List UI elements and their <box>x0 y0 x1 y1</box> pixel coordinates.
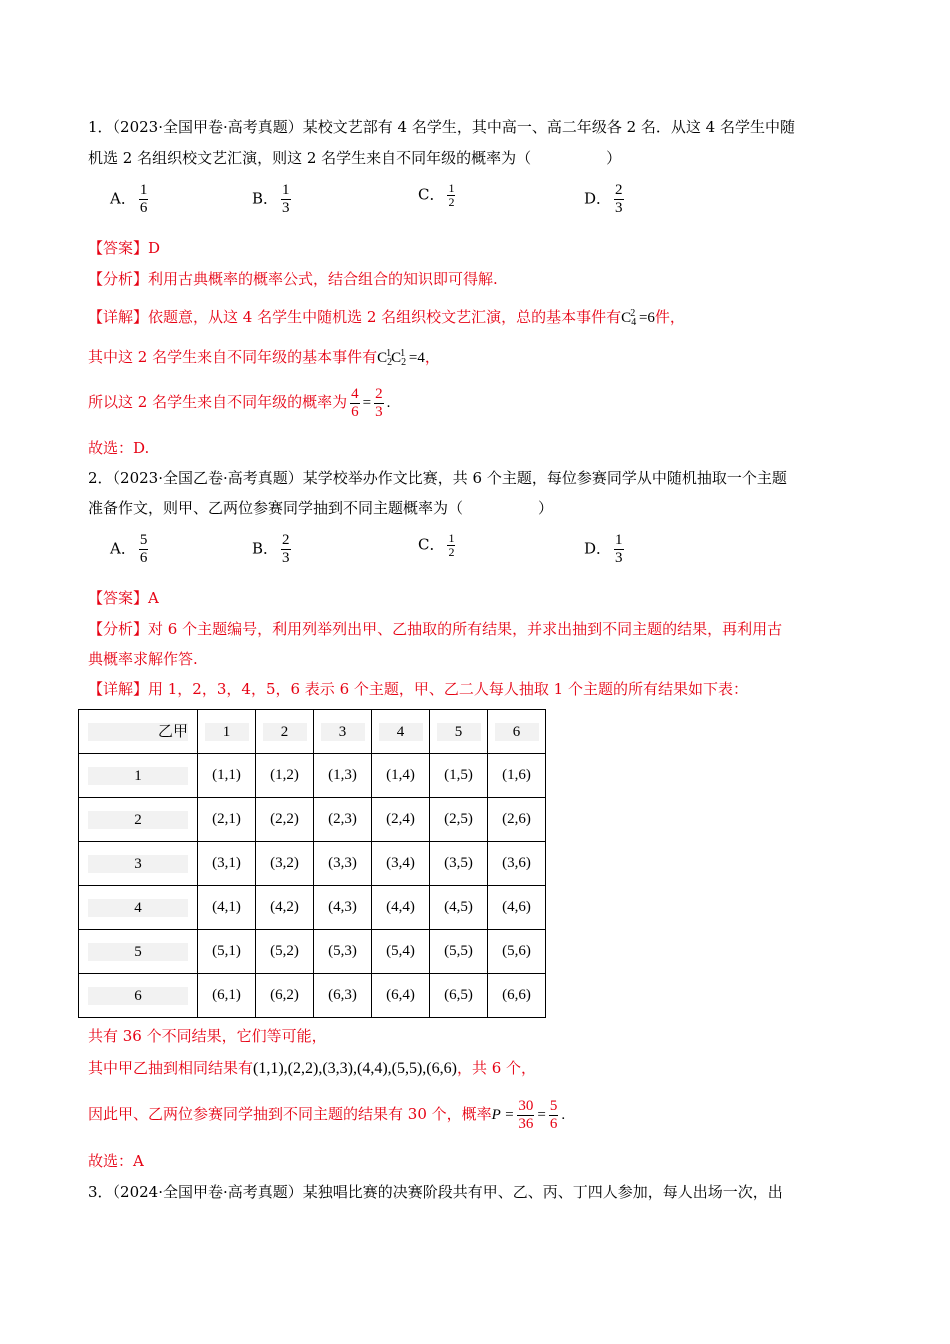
table-cell: (5,4) <box>372 930 430 974</box>
option-label: C． <box>418 185 445 204</box>
table-cell: (4,4) <box>372 886 430 930</box>
col-header <box>256 710 314 754</box>
table-cell: (3,3) <box>314 842 372 886</box>
table-header-row <box>79 710 546 754</box>
col-header <box>430 710 488 754</box>
table-cell: (6,1) <box>198 974 256 1018</box>
col-header-label: 2 <box>263 723 307 741</box>
math-c: C <box>377 350 388 366</box>
table-cell: (3,5) <box>430 842 488 886</box>
table-cell: (6,4) <box>372 974 430 1018</box>
table-cell: (4,1) <box>198 886 256 930</box>
detail-text: 因此甲、乙两位参赛同学抽到不同主题的结果有 30 个，概率 <box>88 1105 492 1123</box>
detail-text: 【详解】依题意，从这 4 名学生中随机选 2 名组织校文艺汇演，总的基本事件有 <box>88 308 622 326</box>
table-cell: (2,4) <box>372 798 430 842</box>
option-label: A． <box>110 189 136 208</box>
detail-text: 其中甲乙抽到相同结果有 <box>88 1059 254 1077</box>
outcome-table <box>78 709 546 1018</box>
math-sub: 4 <box>631 317 637 328</box>
frac-den: 3 <box>615 550 623 566</box>
q2-analysis-line1: 【分析】对 6 个主题编号，利用列举列出甲、乙抽取的所有结果，并求出抽到不同主题的结果，再利用古 <box>88 620 783 638</box>
frac-num: 30 <box>518 1097 534 1114</box>
table-cell: (2,2) <box>256 798 314 842</box>
frac-den: 2 <box>448 195 455 209</box>
row-header <box>79 754 198 798</box>
q1-stem-line2: 机选 2 名组织校文艺汇演，则这 2 名学生来自不同年级的概率为（ ） <box>88 149 622 167</box>
frac-num: 1 <box>615 532 623 548</box>
q1-option-c[interactable] <box>418 182 458 209</box>
col-header-label: 6 <box>495 723 539 741</box>
detail-text: 所以这 2 名学生来自不同年级的概率为 <box>88 393 348 411</box>
q1-conclusion: 故选：D. <box>88 439 150 457</box>
table-cell: (1,2) <box>256 754 314 798</box>
frac-den: 3 <box>615 200 623 216</box>
table-cell: (5,2) <box>256 930 314 974</box>
q1-detail-line3 <box>88 382 390 423</box>
math-eq: =4 <box>408 350 425 366</box>
table-cell: (1,4) <box>372 754 430 798</box>
q2-option-d[interactable] <box>584 532 627 567</box>
table-cell: (4,5) <box>430 886 488 930</box>
table-cell: (5,3) <box>314 930 372 974</box>
math-sub: 2 <box>401 357 407 368</box>
math-sup: 2 <box>630 308 636 319</box>
frac-num: 1 <box>448 181 455 195</box>
q1-stem-line1: 1．（2023·全国甲卷·高考真题）某校文艺部有 4 名学生，其中高一、高二年级各 2 名．从这 4 名学生中随 <box>88 118 795 136</box>
probability-symbol: P = <box>491 1107 515 1123</box>
table-cell: (2,5) <box>430 798 488 842</box>
frac-den: 2 <box>448 545 455 559</box>
row-header-label: 2 <box>88 811 188 829</box>
combination-formula <box>621 310 655 326</box>
row-header-label: 4 <box>88 899 188 917</box>
q2-option-b[interactable] <box>252 532 294 567</box>
q1-answer: 【答案】D <box>88 239 161 257</box>
math-sub: 2 <box>387 357 393 368</box>
table-cell: (2,3) <box>314 798 372 842</box>
q2-analysis-line2: 典概率求解作答. <box>88 650 198 668</box>
option-label: D． <box>584 539 612 558</box>
table-row <box>79 930 546 974</box>
table-cell: (4,3) <box>314 886 372 930</box>
table-corner-cell <box>79 710 198 754</box>
q2-stem-line1: 2．（2023·全国乙卷·高考真题）某学校举办作文比赛，共 6 个主题，每位参赛同学从中随机抽取一个主题 <box>88 469 787 487</box>
frac-den: 6 <box>351 403 359 420</box>
col-header-label: 1 <box>205 723 249 741</box>
table-cell: (3,6) <box>488 842 546 886</box>
option-label: A． <box>110 539 136 558</box>
q2-option-c[interactable] <box>418 532 458 559</box>
table-cell: (6,5) <box>430 974 488 1018</box>
col-header <box>372 710 430 754</box>
table-cell: (3,1) <box>198 842 256 886</box>
q2-answer: 【答案】A <box>88 589 159 607</box>
frac-den: 6 <box>139 550 148 566</box>
frac-den: 3 <box>282 550 290 566</box>
row-header <box>79 930 198 974</box>
option-label: B． <box>252 539 279 558</box>
combination-product <box>377 350 425 366</box>
q3-stem-line1: 3．（2024·全国甲卷·高考真题）某独唱比赛的决赛阶段共有甲、乙、丙、丁四人参加，每人出场一次，出 <box>88 1183 783 1201</box>
table-cell: (2,6) <box>488 798 546 842</box>
frac-num: 2 <box>282 532 290 548</box>
frac-den: 36 <box>518 1115 534 1132</box>
frac-num: 2 <box>615 182 623 198</box>
q1-option-b[interactable] <box>252 182 294 217</box>
math-sup: 1 <box>386 348 392 359</box>
q2-conclusion: 故选：A <box>88 1152 144 1170</box>
row-header <box>79 974 198 1018</box>
col-header-label: 5 <box>437 723 481 741</box>
q2-stem-line2: 准备作文，则甲、乙两位参赛同学抽到不同主题概率为（ ） <box>88 499 554 517</box>
row-header <box>79 886 198 930</box>
frac-num: 2 <box>375 385 383 402</box>
frac-num: 1 <box>139 182 148 198</box>
table-cell: (1,1) <box>198 754 256 798</box>
frac-den: 6 <box>139 200 148 216</box>
col-header <box>314 710 372 754</box>
table-row <box>79 798 546 842</box>
table-cell: (5,6) <box>488 930 546 974</box>
corner-label: 乙甲 <box>88 723 188 741</box>
detail-text: . <box>386 395 391 411</box>
table-cell: (4,2) <box>256 886 314 930</box>
col-header-label: 3 <box>321 723 365 741</box>
math-eq: = <box>362 395 372 411</box>
col-header <box>198 710 256 754</box>
table-cell: (3,4) <box>372 842 430 886</box>
col-header-label: 4 <box>379 723 423 741</box>
col-header <box>488 710 546 754</box>
frac-num: 1 <box>282 182 290 198</box>
detail-text: . <box>561 1107 566 1123</box>
q2-detail-line2: 共有 36 个不同结果，它们等可能， <box>88 1027 327 1045</box>
table-cell: (5,1) <box>198 930 256 974</box>
math-eq: =6 <box>638 310 655 326</box>
table-cell: (2,1) <box>198 798 256 842</box>
detail-text: 其中这 2 名学生来自不同年级的基本事件有 <box>88 348 378 366</box>
option-label: B． <box>252 189 279 208</box>
frac-den: 3 <box>375 403 383 420</box>
table-cell: (6,2) <box>256 974 314 1018</box>
table-cell: (3,2) <box>256 842 314 886</box>
table-cell: (1,3) <box>314 754 372 798</box>
table-cell: (1,5) <box>430 754 488 798</box>
frac-num: 4 <box>351 385 359 402</box>
option-label: D． <box>584 189 612 208</box>
math-sup: 1 <box>400 348 406 359</box>
math-c: C <box>621 310 632 326</box>
q2-option-a[interactable] <box>110 532 151 567</box>
row-header-label: 5 <box>88 943 188 961</box>
row-header <box>79 798 198 842</box>
row-header-label: 1 <box>88 767 188 785</box>
math-c: C <box>391 350 402 366</box>
option-label: C． <box>418 535 445 554</box>
row-header-label: 6 <box>88 987 188 1005</box>
table-cell: (5,5) <box>430 930 488 974</box>
table-row <box>79 842 546 886</box>
frac-den: 3 <box>282 200 290 216</box>
table-cell: (6,6) <box>488 974 546 1018</box>
q1-detail-line1 <box>88 303 685 334</box>
frac-den: 6 <box>549 1115 558 1132</box>
q1-analysis: 【分析】利用古典概率的概率公式，结合组合的知识即可得解. <box>88 270 498 288</box>
same-results-set: (1,1),(2,2),(3,3),(4,4),(5,5),(6,6) <box>253 1060 457 1077</box>
frac-num: 5 <box>549 1097 558 1114</box>
frac-num: 5 <box>139 532 148 548</box>
table-row <box>79 754 546 798</box>
table-row <box>79 974 546 1018</box>
q1-option-a[interactable] <box>110 182 151 217</box>
q2-detail-line4 <box>88 1094 565 1135</box>
row-header <box>79 842 198 886</box>
detail-text: ， <box>424 348 440 366</box>
q2-detail-line3 <box>88 1057 536 1080</box>
row-header-label: 3 <box>88 855 188 873</box>
table-row <box>79 886 546 930</box>
detail-text: 件， <box>654 308 685 326</box>
table-cell: (1,6) <box>488 754 546 798</box>
detail-text: ，共 6 个， <box>456 1059 537 1077</box>
q1-detail-line2 <box>88 343 440 374</box>
math-eq: = <box>537 1107 546 1123</box>
q1-option-d[interactable] <box>584 182 627 217</box>
table-cell: (4,6) <box>488 886 546 930</box>
frac-num: 1 <box>448 531 455 545</box>
table-cell: (6,3) <box>314 974 372 1018</box>
q2-detail-line1: 【详解】用 1，2，3，4，5，6 表示 6 个主题，甲、乙二人每人抽取 1 个主题的所有结果如下表： <box>88 680 748 698</box>
